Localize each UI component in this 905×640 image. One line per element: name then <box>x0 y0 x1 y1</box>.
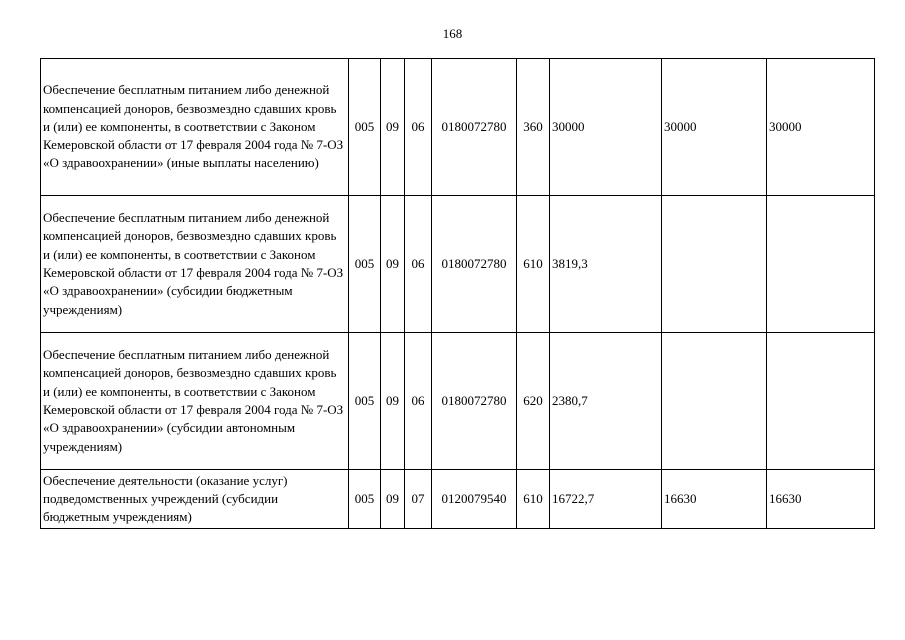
table-row <box>41 59 875 196</box>
section-code: 09 <box>381 59 405 196</box>
row-name: Обеспечение деятельности (оказание услуг) подведомственных учреждений (субсидии бюджетным учреждениям) <box>41 470 349 529</box>
target-article-code: 0120079540 <box>432 470 517 529</box>
row-name: Обеспечение бесплатным питанием либо денежной компенсацией доноров, безвозмездно сдавших кровь и (или) ее компоненты, в соответствии с Законом Кемеровской области от 17 февраля 2004 года № 7-ОЗ «О здравоохранении» (иные выплаты населению) <box>41 59 349 196</box>
amount-year-2 <box>662 333 767 470</box>
section-code: 09 <box>381 196 405 333</box>
target-article-code: 0180072780 <box>432 333 517 470</box>
amount-year-1: 3819,3 <box>550 196 662 333</box>
expense-type-code: 360 <box>517 59 550 196</box>
subsection-code: 06 <box>405 196 432 333</box>
amount-year-1: 30000 <box>550 59 662 196</box>
row-name: Обеспечение бесплатным питанием либо денежной компенсацией доноров, безвозмездно сдавших кровь и (или) ее компоненты, в соответствии с Законом Кемеровской области от 17 февраля 2004 года № 7-ОЗ «О здравоохранении» (субсидии бюджетным учреждениям) <box>41 196 349 333</box>
amount-year-2: 16630 <box>662 470 767 529</box>
amount-year-1: 2380,7 <box>550 333 662 470</box>
ved-code: 005 <box>349 59 381 196</box>
amount-year-3: 30000 <box>767 59 875 196</box>
expense-type-code: 610 <box>517 196 550 333</box>
section-code: 09 <box>381 333 405 470</box>
ved-code: 005 <box>349 470 381 529</box>
amount-year-1: 16722,7 <box>550 470 662 529</box>
row-name: Обеспечение бесплатным питанием либо денежной компенсацией доноров, безвозмездно сдавших кровь и (или) ее компоненты, в соответствии с Законом Кемеровской области от 17 февраля 2004 года № 7-ОЗ «О здравоохранении» (субсидии автономным учреждениям) <box>41 333 349 470</box>
table-row <box>41 470 875 529</box>
table-row <box>41 196 875 333</box>
budget-table <box>40 58 875 529</box>
table-row <box>41 333 875 470</box>
amount-year-3: 16630 <box>767 470 875 529</box>
subsection-code: 06 <box>405 333 432 470</box>
amount-year-3 <box>767 196 875 333</box>
amount-year-2: 30000 <box>662 59 767 196</box>
page-number: 168 <box>442 26 463 41</box>
amount-year-2 <box>662 196 767 333</box>
target-article-code: 0180072780 <box>432 59 517 196</box>
target-article-code: 0180072780 <box>432 196 517 333</box>
subsection-code: 07 <box>405 470 432 529</box>
section-code: 09 <box>381 470 405 529</box>
ved-code: 005 <box>349 333 381 470</box>
subsection-code: 06 <box>405 59 432 196</box>
expense-type-code: 620 <box>517 333 550 470</box>
amount-year-3 <box>767 333 875 470</box>
ved-code: 005 <box>349 196 381 333</box>
expense-type-code: 610 <box>517 470 550 529</box>
